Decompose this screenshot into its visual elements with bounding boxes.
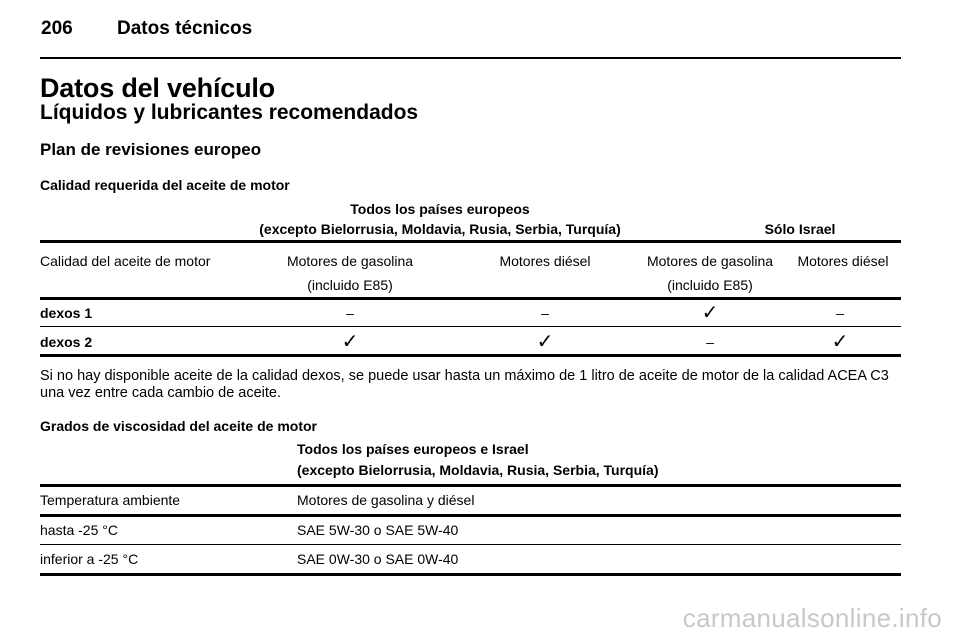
section-title: Datos técnicos <box>117 18 253 39</box>
viscosity-grade-1: SAE 5W-30 o SAE 5W-40 <box>297 522 459 538</box>
col-header-oil-quality: Calidad del aceite de motor <box>40 253 211 269</box>
col-header-petrol-israel-note: (incluido E85) <box>667 277 753 293</box>
col-header-petrol-europe: Motores de gasolina <box>286 253 414 269</box>
heading-viscosity: Grados de viscosidad del aceite de motor <box>40 418 317 434</box>
check-icon: ✓ <box>341 331 359 353</box>
col-header-petrol-europe-note: (incluido E85) <box>307 277 393 293</box>
heading-fluids: Líquidos y lubricantes recomendados <box>40 101 419 124</box>
check-icon: ✓ <box>701 302 719 324</box>
table-rule <box>40 240 901 243</box>
col-header-petrol-israel: Motores de gasolina <box>646 253 774 269</box>
table-rule <box>40 573 901 576</box>
viscosity-temp-2: inferior a -25 °C <box>40 551 139 567</box>
group-europe-line2: (excepto Bielorrusia, Moldavia, Rusia, Serbia, Turquía) <box>259 221 621 237</box>
check-icon: ✓ <box>831 331 849 353</box>
table-rule <box>40 297 901 300</box>
group-europe-line1: Todos los países europeos <box>350 201 530 217</box>
table-rule <box>40 354 901 357</box>
dash-cell: – <box>541 305 549 321</box>
table-rule <box>40 326 901 327</box>
dash-cell: – <box>836 305 844 321</box>
viscosity-grade-2: SAE 0W-30 o SAE 0W-40 <box>297 551 459 567</box>
col-header-diesel-israel: Motores diésel <box>797 253 889 269</box>
col-header-diesel-europe: Motores diésel <box>499 253 591 269</box>
viscosity-group-line2: (excepto Bielorrusia, Moldavia, Rusia, Serbia, Turquía) <box>297 462 659 478</box>
viscosity-temp-1: hasta -25 °C <box>40 522 118 538</box>
table-rule <box>40 514 901 517</box>
heading-oil-quality: Calidad requerida del aceite de motor <box>40 177 290 193</box>
header-divider <box>40 57 901 59</box>
check-icon: ✓ <box>536 331 554 353</box>
heading-vehicle-data: Datos del vehículo <box>40 73 275 103</box>
dexos-note: Si no hay disponible aceite de la calidad dexos, se puede usar hasta un máximo de 1 litro de aceite de motor de la calidad ACEA C3 una vez entre cada cambio de aceite. <box>40 368 889 401</box>
dash-cell: – <box>346 305 354 321</box>
row-label-dexos-2: dexos 2 <box>40 334 93 350</box>
viscosity-group-line1: Todos los países europeos e Israel <box>297 441 529 457</box>
row-label-dexos-1: dexos 1 <box>40 305 93 321</box>
col-header-temperature: Temperatura ambiente <box>40 492 181 508</box>
table-rule <box>40 484 901 487</box>
watermark: carmanualsonline.info <box>682 603 942 633</box>
group-israel: Sólo Israel <box>764 221 836 237</box>
dash-cell: – <box>706 334 714 350</box>
page-number: 206 <box>41 18 73 39</box>
heading-service-plan: Plan de revisiones europeo <box>40 140 262 159</box>
table-rule <box>40 544 901 545</box>
col-header-engines: Motores de gasolina y diésel <box>297 492 475 508</box>
